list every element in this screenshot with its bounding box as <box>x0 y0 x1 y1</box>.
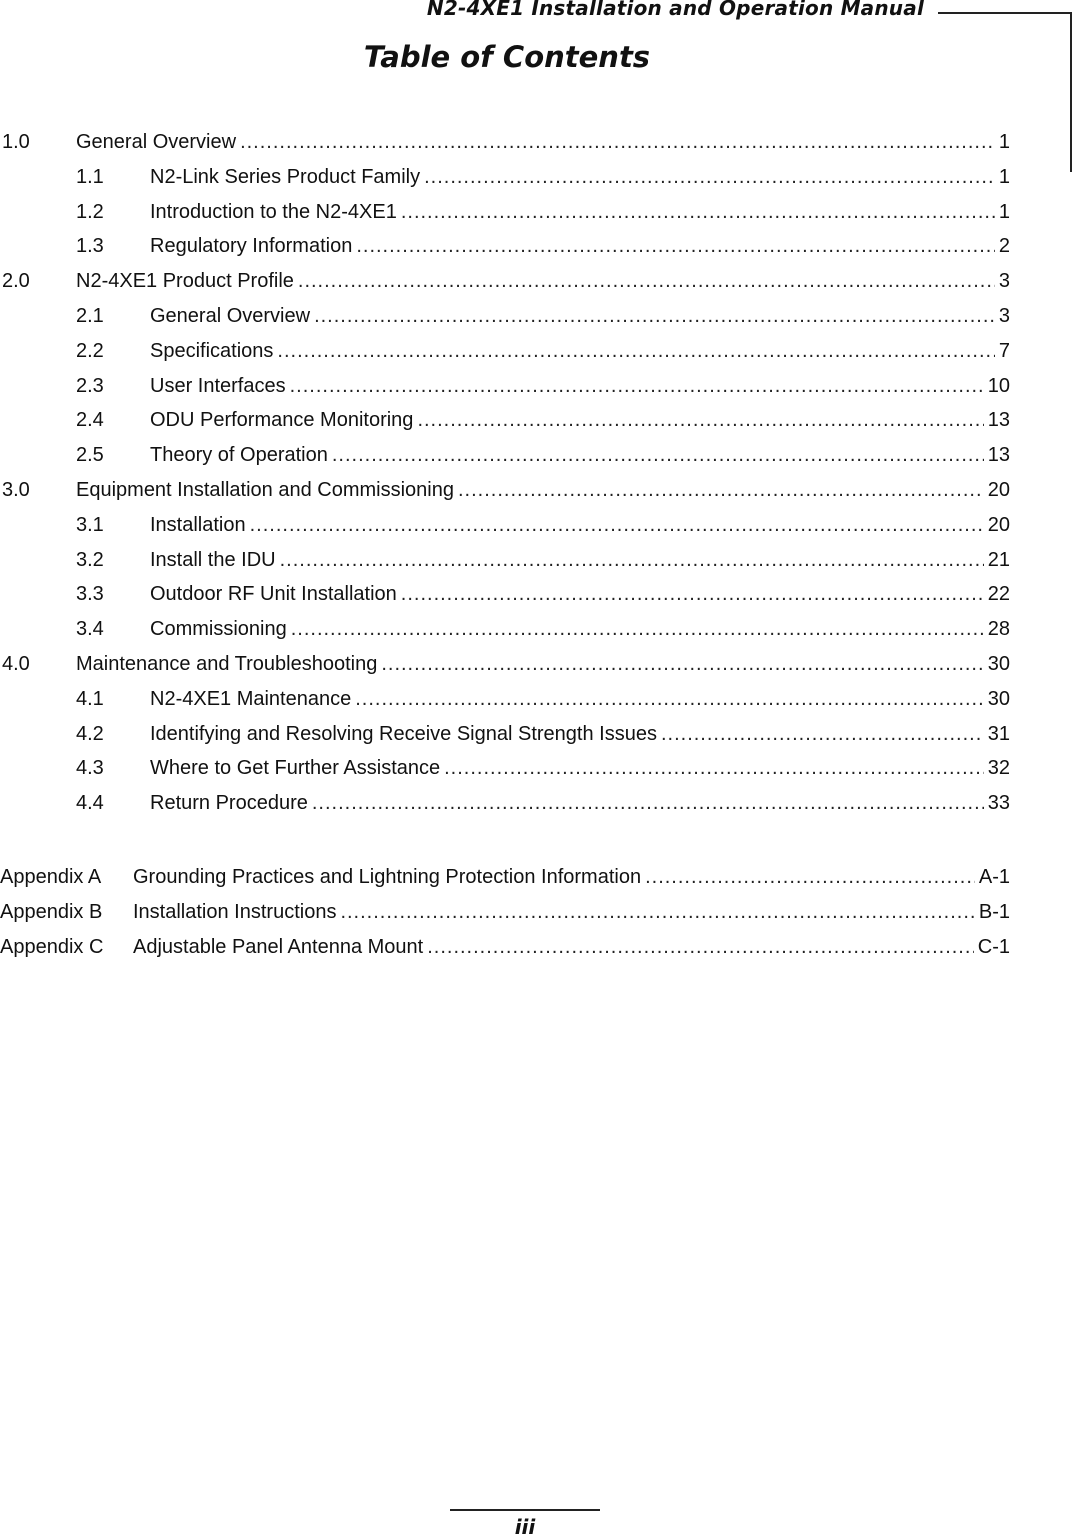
toc-appendix-label: Installation Instructions <box>133 900 337 923</box>
toc-leader-dots <box>645 866 975 889</box>
toc-entry-label: Specifications <box>150 339 274 362</box>
toc-leader-dots <box>298 270 995 293</box>
toc-entry[interactable] <box>0 305 1010 339</box>
toc-entry-page: 3 <box>998 270 1010 293</box>
toc-entry-label: Maintenance and Troubleshooting <box>76 653 378 675</box>
toc-appendix-label: Adjustable Panel Antenna Mount <box>133 935 424 958</box>
toc-entry-label: ODU Performance Monitoring <box>150 409 414 432</box>
toc-entry-number: 4.3 <box>76 757 104 780</box>
toc-entry-page: 2 <box>998 235 1010 258</box>
toc-entry-label: Commissioning <box>150 618 287 641</box>
toc-entry-number: 4.0 <box>2 653 30 675</box>
toc-leader-dots <box>290 375 984 398</box>
footer-rule <box>450 1509 600 1511</box>
toc-entry-number: 3.4 <box>76 618 104 641</box>
toc-entry-page: 1 <box>998 131 1010 153</box>
toc-appendix-number: Appendix A <box>0 866 102 888</box>
toc-leader-dots <box>340 901 974 924</box>
toc-entry[interactable] <box>0 270 1010 304</box>
toc-appendix-entry[interactable] <box>0 866 1010 900</box>
page-number: iii <box>514 1515 536 1539</box>
toc-entry[interactable] <box>0 792 1010 826</box>
toc-entry-page: 22 <box>987 583 1010 606</box>
page-title: Table of Contents <box>363 40 651 74</box>
toc-leader-dots <box>401 583 984 606</box>
toc-entry-number: 4.2 <box>76 722 104 745</box>
toc-entry-label: Identifying and Resolving Receive Signal Strength Issues <box>150 722 657 745</box>
toc-entry-number: 3.1 <box>76 513 104 536</box>
toc-entry-page: 32 <box>987 757 1010 780</box>
toc-entry-page: 7 <box>998 339 1010 362</box>
toc-appendix-page: A-1 <box>978 866 1010 888</box>
toc-entry-number: 2.1 <box>76 305 104 327</box>
toc-entry-label: Return Procedure <box>150 792 308 815</box>
toc-entry-number: 1.0 <box>2 131 30 153</box>
toc-leader-dots <box>424 166 995 189</box>
toc-entry-page: 10 <box>987 374 1010 397</box>
toc-entry-number: 1.1 <box>76 165 104 188</box>
toc-entry[interactable] <box>0 618 1010 652</box>
toc-entry-page: 30 <box>987 687 1010 710</box>
toc-leader-dots <box>355 688 984 711</box>
toc-entry-page: 13 <box>987 409 1010 432</box>
toc-entry-label: Introduction to the N2-4XE1 <box>150 200 397 223</box>
toc-entry[interactable] <box>0 444 1010 478</box>
toc-entry-page: 33 <box>987 792 1010 815</box>
header-rule-vertical <box>1070 12 1072 172</box>
toc-leader-dots <box>381 653 983 676</box>
toc-entry[interactable] <box>0 549 1010 583</box>
toc-entry-page: 31 <box>987 722 1010 745</box>
toc-entry-label: Equipment Installation and Commissioning <box>76 479 454 501</box>
toc-entry-label: Outdoor RF Unit Installation <box>150 583 397 606</box>
toc-entry-label: N2-4XE1 Maintenance <box>150 687 352 710</box>
toc-appendix-label: Grounding Practices and Lightning Protection Information <box>133 866 642 888</box>
toc-entry-page: 1 <box>998 200 1010 223</box>
toc-leader-dots <box>427 936 974 959</box>
toc-entry-page: 1 <box>998 165 1010 188</box>
toc-appendix-entry[interactable] <box>0 936 1010 970</box>
toc-leader-dots <box>314 305 995 328</box>
toc-entry[interactable] <box>0 166 1010 200</box>
toc-entry-page: 20 <box>987 479 1010 501</box>
toc-leader-dots <box>417 409 983 432</box>
toc-entry[interactable] <box>0 340 1010 374</box>
toc-entry-label: Install the IDU <box>150 548 276 571</box>
toc-entry-number: 1.2 <box>76 200 104 223</box>
toc-appendix-number: Appendix B <box>0 900 103 923</box>
toc-entry-page: 21 <box>987 548 1010 571</box>
toc-entry[interactable] <box>0 757 1010 791</box>
toc-entry[interactable] <box>0 723 1010 757</box>
toc-entry[interactable] <box>0 409 1010 443</box>
toc-entry[interactable] <box>0 514 1010 548</box>
toc-entry-page: 13 <box>987 444 1010 467</box>
toc-appendix-page: C-1 <box>977 935 1010 958</box>
toc-leader-dots <box>250 514 984 537</box>
toc-entry-number: 2.3 <box>76 374 104 397</box>
toc-appendix-page: B-1 <box>978 900 1010 923</box>
toc-entry[interactable] <box>0 375 1010 409</box>
toc-appendix-entry[interactable] <box>0 901 1010 935</box>
toc-leader-dots <box>401 201 995 224</box>
toc-leader-dots <box>356 235 995 258</box>
toc-entry-number: 4.1 <box>76 687 104 710</box>
toc-entry[interactable] <box>0 235 1010 269</box>
toc-entry-page: 30 <box>987 653 1010 675</box>
toc-appendix-number: Appendix C <box>0 935 104 958</box>
toc-leader-dots <box>240 131 995 154</box>
toc-leader-dots <box>291 618 984 641</box>
toc-entry-number: 2.4 <box>76 409 104 432</box>
toc-entry-label: Where to Get Further Assistance <box>150 757 441 780</box>
toc-entry[interactable] <box>0 653 1010 687</box>
toc-entry-label: Regulatory Information <box>150 235 353 258</box>
toc-entry[interactable] <box>0 688 1010 722</box>
toc-leader-dots <box>277 340 994 363</box>
toc-entry-label: General Overview <box>150 305 311 327</box>
toc-entry-label: N2-4XE1 Product Profile <box>76 270 294 293</box>
toc-entry[interactable] <box>0 583 1010 617</box>
toc-entry-page: 20 <box>987 513 1010 536</box>
toc-leader-dots <box>661 723 984 746</box>
toc-leader-dots <box>280 549 984 572</box>
toc-entry[interactable] <box>0 201 1010 235</box>
toc-leader-dots <box>332 444 984 467</box>
toc-leader-dots <box>444 757 984 780</box>
toc-entry-number: 3.0 <box>2 479 30 501</box>
toc-entry[interactable] <box>0 479 1010 513</box>
toc-leader-dots <box>458 479 984 502</box>
toc-entry-number: 3.3 <box>76 583 104 606</box>
toc-entry-number: 4.4 <box>76 792 104 815</box>
toc-entry-label: General Overview <box>76 131 237 153</box>
header-rule-horizontal <box>938 12 1072 14</box>
toc-entry-number: 2.0 <box>2 270 30 293</box>
toc-entry-number: 2.5 <box>76 444 104 467</box>
toc-entry-page: 3 <box>998 305 1010 327</box>
toc-entry-page: 28 <box>987 618 1010 641</box>
toc-entry[interactable] <box>0 131 1010 165</box>
toc-entry-label: Installation <box>150 513 246 536</box>
toc-entry-number: 1.3 <box>76 235 104 258</box>
toc-entry-label: N2-Link Series Product Family <box>150 165 421 188</box>
toc-entry-number: 3.2 <box>76 548 104 571</box>
toc-leader-dots <box>312 792 984 815</box>
manual-title: N2-4XE1 Installation and Operation Manual <box>426 0 924 20</box>
toc-entry-label: Theory of Operation <box>150 444 328 467</box>
toc-entry-number: 2.2 <box>76 339 104 362</box>
toc-entry-label: User Interfaces <box>150 374 286 397</box>
